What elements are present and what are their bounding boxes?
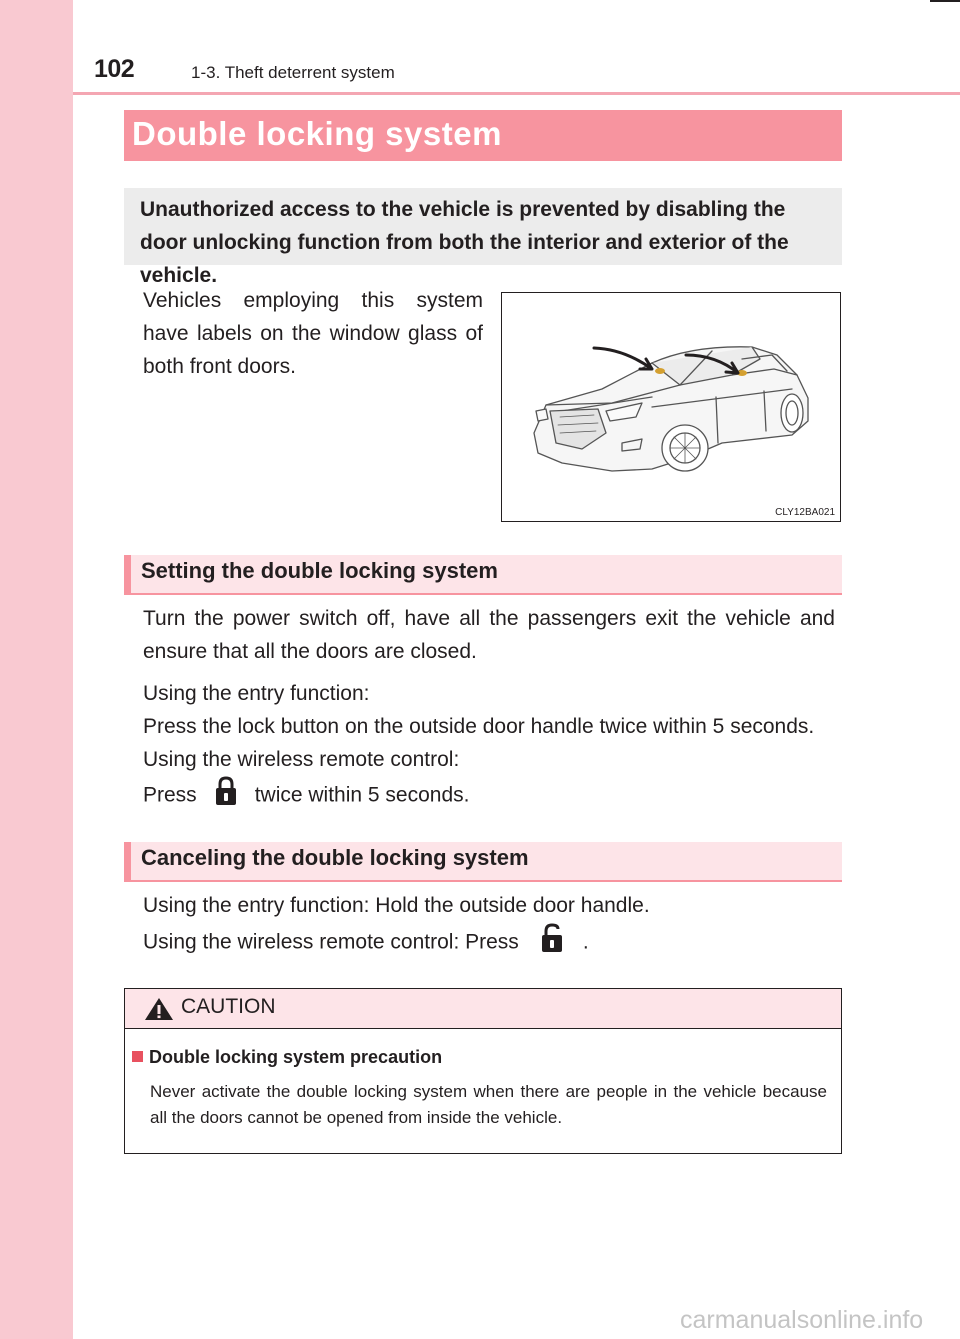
unlock-icon bbox=[539, 923, 565, 963]
press-suffix: twice within 5 seconds. bbox=[254, 783, 470, 807]
canceling-heading-label: Canceling the double locking system bbox=[141, 845, 529, 870]
canceling-remote-line bbox=[143, 923, 835, 963]
intro-text: Unauthorized access to the vehicle is prevented by disabling the door unlocking function from both the interior and exterior of the vehicle. bbox=[140, 198, 789, 287]
warning-triangle-icon bbox=[144, 997, 174, 1021]
setting-entry-text: Press the lock button on the outside door handle twice within 5 seconds. bbox=[143, 715, 815, 738]
car-drawing bbox=[502, 293, 840, 521]
setting-remote-label: Using the wireless remote control: bbox=[143, 748, 460, 771]
car-illustration bbox=[501, 292, 841, 522]
overview-text: Vehicles employing this system have labels on the window glass of both front doors. bbox=[143, 289, 483, 378]
setting-heading bbox=[124, 555, 842, 595]
canceling-remote-suffix: . bbox=[582, 930, 589, 954]
crop-mark bbox=[930, 0, 960, 2]
setting-remote-line bbox=[143, 776, 835, 816]
header-rule bbox=[73, 92, 960, 95]
intro-box bbox=[124, 188, 842, 287]
section-reference: 1-3. Theft deterrent system bbox=[191, 63, 395, 82]
figure-code: CLY12BA021 bbox=[775, 507, 835, 518]
watermark: carmanualsonline.info bbox=[680, 1306, 924, 1334]
bullet-square-icon bbox=[132, 1051, 143, 1062]
page-number: 102 bbox=[94, 55, 135, 83]
setting-entry-label: Using the entry function: bbox=[143, 682, 370, 705]
caution-box bbox=[124, 988, 842, 1154]
canceling-remote-prefix: Using the wireless remote control: Press bbox=[143, 930, 519, 954]
caution-header bbox=[125, 989, 841, 1029]
side-band bbox=[0, 0, 73, 1339]
setting-paragraph: Turn the power switch off, have all the passengers exit the vehicle and ensure that all the doors are closed. bbox=[143, 607, 835, 663]
press-word: Press bbox=[143, 783, 197, 807]
caution-subheading bbox=[132, 1047, 442, 1068]
setting-heading-label: Setting the double locking system bbox=[141, 558, 498, 583]
caution-text: Never activate the double locking system when there are people in the vehicle because all the doors cannot be opened from inside the vehicle. bbox=[150, 1082, 827, 1127]
page-title: Double locking system bbox=[132, 115, 502, 152]
caution-label: CAUTION bbox=[181, 995, 276, 1018]
lock-icon bbox=[213, 776, 239, 816]
canceling-heading bbox=[124, 842, 842, 882]
caution-subheading-label: Double locking system precaution bbox=[149, 1047, 443, 1067]
canceling-entry-text: Using the entry function: Hold the outside door handle. bbox=[143, 894, 650, 917]
title-bar bbox=[124, 110, 842, 161]
